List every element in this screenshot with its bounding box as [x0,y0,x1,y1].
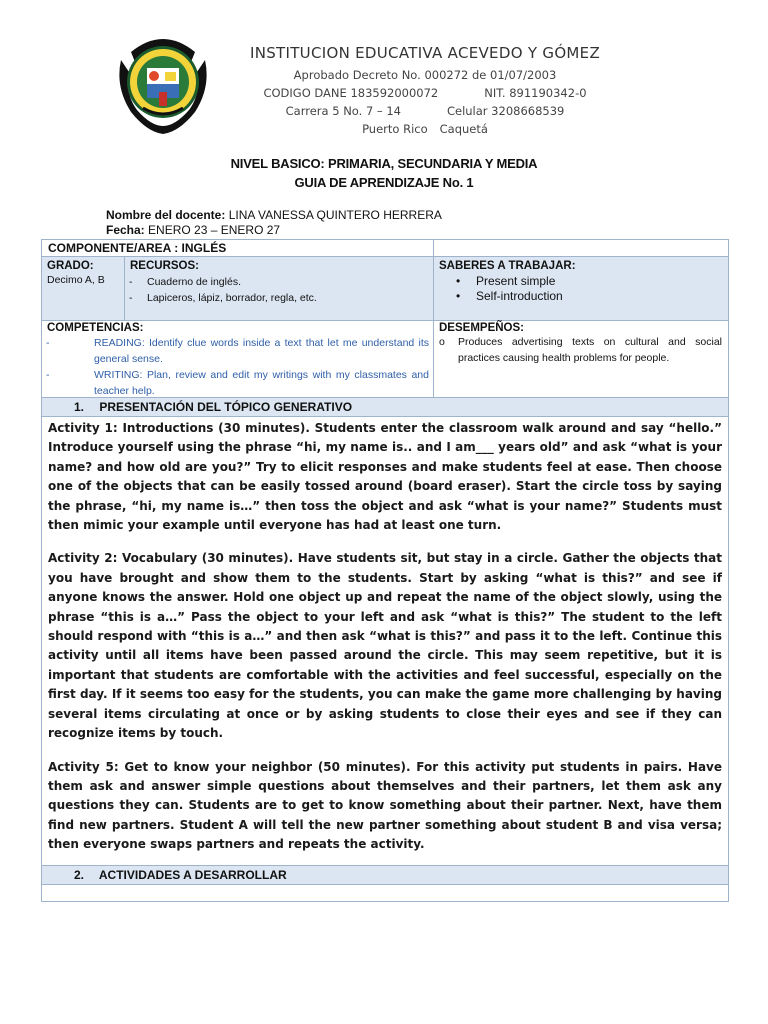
section-2-header [42,866,728,885]
section-1-number: 1. [74,400,85,414]
component-empty-cell [433,240,728,256]
empty-row [42,885,728,901]
date-label: Fecha: [106,223,145,237]
performance-text: Produces advertising texts on cultural and social practices causing health problems for people. [458,336,722,364]
resource-item: - Cuaderno de inglés. [125,274,433,290]
decree-line: Aprobado Decreto No. 000272 de 01/07/2003 [293,68,557,82]
activity-paragraph: Activity 1: Introductions (30 minutes). Students enter the classroom walk around and say “hello.” Introduce yourself using the phrase “hi, my name is.. and I am___ years old” and ask “what is your name? and how old are you?” Try to elicit responses and make students feel at ease. Then choose one of the objects that can be easily tossed around (board eraser). Start the circle toss by saying the phrase, “hi, my name is…” then toss the object and ask “what is your name?” Students must then mimic your example until everyone has had at least one turn. [48,421,722,533]
city: Puerto Rico [362,122,428,136]
date-value: ENERO 23 – ENERO 27 [148,223,281,237]
institution-name: INSTITUCION EDUCATIVA ACEVEDO Y GÓMEZ [249,44,601,62]
knowledge-cell [433,257,728,320]
performance-marker: o [439,336,445,348]
address: Carrera 5 No. 7 – 14 [285,104,401,118]
component-row [42,240,728,257]
activities-body [42,417,728,866]
competencies-row [42,321,728,398]
knowledge-item: • Present simple [434,274,728,289]
school-crest-logo [113,32,213,136]
resources-cell [124,257,433,320]
guide-table [41,239,729,902]
activity-paragraph: Activity 2: Vocabulary (30 minutes). Have students sit, but stay in a circle. Gather the objects that you have brought and show them to the students. Start by asking “what is this?” and see if anyone knows the answer. Hold one object up and repeat the name of the object slowly, using the phrase “this is a…” Pass the object to your left and ask “what is this?” The student to the left should respond with “this is a…” and then ask “what is this?” and pass it to the left. Continue this activity until all items have been passed around the circle. This may seem repetitive, but it is important that students are comfortable with the activities and feel successful, especially on the first day. If it seems too easy for the students, you can make the game more challenging by having several items circulating at once or by asking students to close their eyes and see if they can recognize items by touch. [48,551,722,741]
guide-title: GUIA DE APRENDIZAJE No. 1 [294,175,474,190]
grade-resources-row [42,257,728,321]
competencies-label: COMPETENCIAS: [47,322,144,334]
resources-label: RECURSOS: [130,260,200,272]
competency-item: - WRITING: Plan, review and edit my writings with my classmates and teacher help. [42,367,433,399]
teacher-label: Nombre del docente: [106,208,226,222]
date-line [106,223,280,237]
phone: Celular 3208668539 [446,104,565,118]
nit-number: NIT. 891190342-0 [484,86,587,100]
competencies-cell [42,321,433,397]
knowledge-item: • Self-introduction [434,289,728,304]
competency-item: - READING: Identify clue words inside a text that let me understand its general sense. [42,335,433,367]
performance-label: DESEMPEÑOS: [439,322,524,334]
grade-label: GRADO: [47,260,94,272]
section-1-title: PRESENTACIÓN DEL TÓPICO GENERATIVO [99,400,353,414]
performance-cell [433,321,728,397]
resource-item: - Lapiceros, lápiz, borrador, regla, etc. [125,290,433,306]
section-2-title: ACTIVIDADES A DESARROLLAR [98,867,287,882]
level-title: NIVEL BASICO: PRIMARIA, SECUNDARIA Y MEDIA [230,156,538,171]
dane-code: CODIGO DANE 183592000072 [263,86,439,100]
section-2-number: 2. [74,867,85,882]
knowledge-label: SABERES A TRABAJAR: [439,260,576,272]
section-1-header [42,398,728,417]
teacher-name: LINA VANESSA QUINTERO HERRERA [228,208,442,222]
state: Caquetá [439,122,488,136]
component-title: COMPONENTE/AREA : INGLÉS [48,241,227,255]
teacher-line [106,208,442,222]
grade-value: Decimo A, B [47,274,105,286]
activity-paragraph: Activity 5: Get to know your neighbor (50 minutes). For this activity put students in pairs. Have them ask and answer simple questions about themselves and their partners, let them ask any questions they can. Students are to get to know something about their partner. Next, have them find new partners. Student A will tell the new partner something about student B and visa versa; then everyone swaps partners and repeats the activity. [48,759,722,852]
grade-cell [42,257,124,320]
